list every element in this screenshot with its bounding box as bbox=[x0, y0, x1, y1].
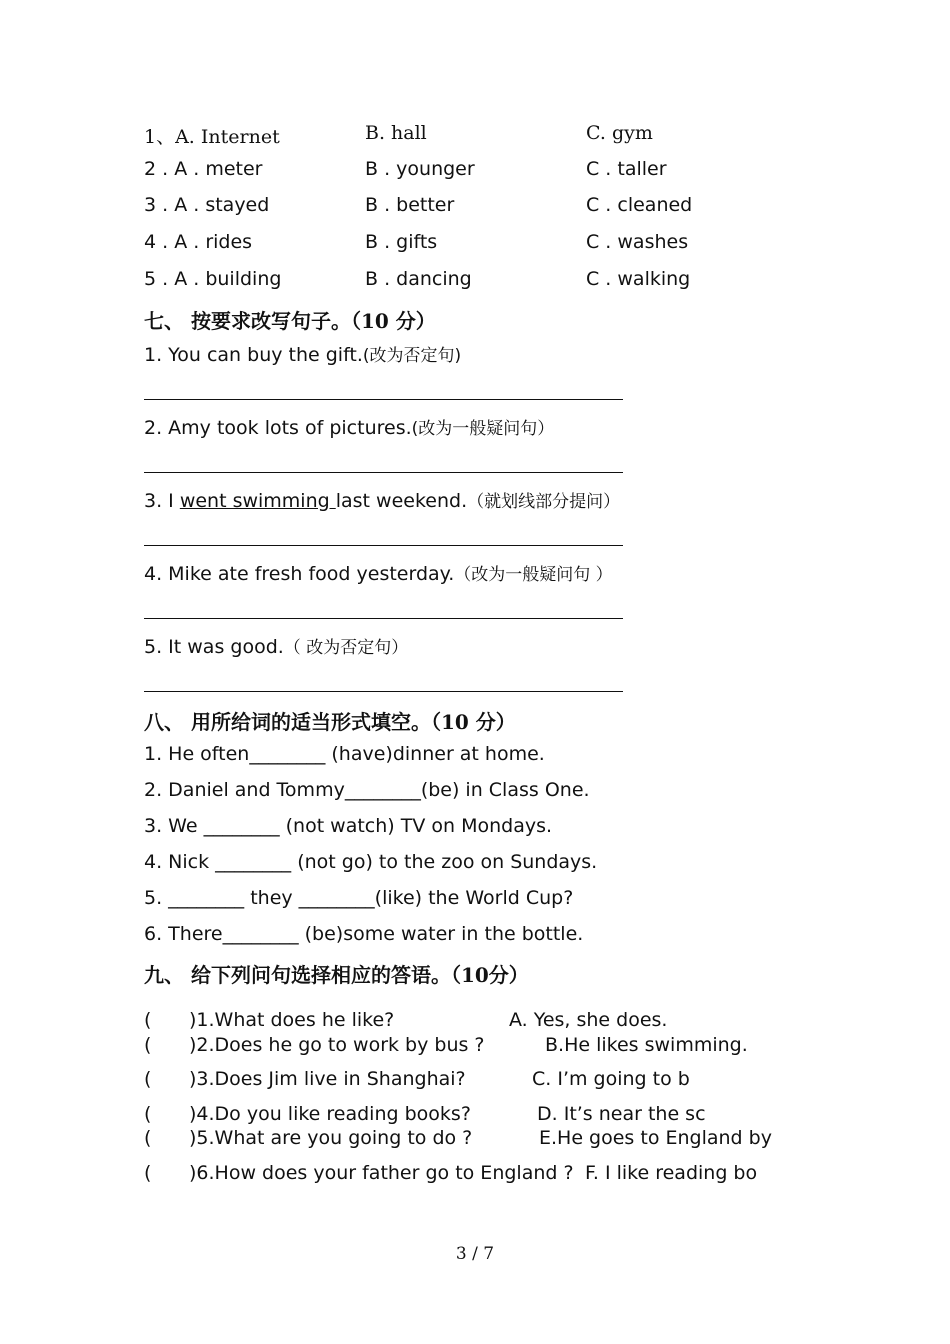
section8-title: 八、 用所给词的适当形式填空。（10 分） bbox=[144, 710, 516, 734]
section8-item-3: 3. We ________ (not watch) TV on Mondays. bbox=[144, 815, 553, 837]
answer-line-5[interactable] bbox=[144, 691, 623, 692]
answer-option: B.He likes swimming. bbox=[545, 1034, 748, 1056]
item-text-pre: 3. I bbox=[144, 490, 180, 512]
question-text: )1.What does he like? bbox=[189, 1009, 395, 1031]
question-text: )4.Do you like reading books? bbox=[189, 1103, 471, 1125]
answer-paren[interactable]: ( bbox=[144, 1009, 152, 1031]
question-text: )2.Does he go to work by bus ? bbox=[189, 1034, 485, 1056]
option-2b: B . younger bbox=[365, 158, 475, 180]
option-3b: B . better bbox=[365, 194, 455, 216]
answer-line-3[interactable] bbox=[144, 545, 623, 546]
section8-item-1: 1. He often________ (have)dinner at home. bbox=[144, 743, 545, 765]
option-3a: 3 . A . stayed bbox=[144, 194, 270, 216]
option-4c: C . washes bbox=[586, 231, 689, 253]
item-instruction: （改为一般疑问句 ） bbox=[454, 565, 613, 585]
item-text: 5. It was good. bbox=[144, 636, 284, 658]
item-instruction: (改为否定句) bbox=[362, 346, 462, 366]
section8-item-6: 6. There________ (be)some water in the bottle. bbox=[144, 923, 584, 945]
section8-item-5: 5. ________ they ________(like) the World Cup? bbox=[144, 887, 574, 909]
section7-item-2 bbox=[144, 414, 554, 439]
item-instruction: （ 改为否定句） bbox=[283, 638, 409, 658]
section7-item-1 bbox=[144, 341, 461, 366]
option-4b: B . gifts bbox=[365, 231, 438, 253]
option-5c: C . walking bbox=[586, 268, 691, 290]
answer-option: A. Yes, she does. bbox=[509, 1009, 668, 1031]
option-2c: C . taller bbox=[586, 158, 667, 180]
answer-option: C. I’m going to b bbox=[532, 1068, 690, 1090]
item-text: 1. You can buy the gift. bbox=[144, 344, 363, 366]
item-instruction: (改为一般疑问句） bbox=[411, 419, 555, 439]
page-number: 3 / 7 bbox=[455, 1244, 495, 1264]
section8-item-2: 2. Daniel and Tommy________(be) in Class One. bbox=[144, 779, 590, 801]
option-3c: C . cleaned bbox=[586, 194, 693, 216]
option-1b: B. hall bbox=[365, 122, 427, 144]
question-text: )3.Does Jim live in Shanghai? bbox=[189, 1068, 466, 1090]
section9-title: 九、 给下列问句选择相应的答语。（10分） bbox=[144, 963, 529, 987]
answer-paren[interactable]: ( bbox=[144, 1162, 152, 1184]
answer-line-4[interactable] bbox=[144, 618, 623, 619]
option-5a: 5 . A . building bbox=[144, 268, 282, 290]
item-text-post: last weekend. bbox=[335, 490, 468, 512]
section7-item-5 bbox=[144, 633, 408, 658]
option-1c: C. gym bbox=[586, 122, 653, 144]
section7-item-4 bbox=[144, 560, 613, 585]
answer-paren[interactable]: ( bbox=[144, 1127, 152, 1149]
section7-item-3 bbox=[144, 487, 620, 512]
answer-paren[interactable]: ( bbox=[144, 1034, 152, 1056]
section7-title: 七、 按要求改写句子。（10 分） bbox=[144, 309, 436, 333]
option-5b: B . dancing bbox=[365, 268, 472, 290]
option-1a: 1、A. Internet bbox=[144, 126, 280, 148]
answer-paren[interactable]: ( bbox=[144, 1103, 152, 1125]
answer-line-2[interactable] bbox=[144, 472, 623, 473]
answer-option: E.He goes to England by bbox=[539, 1127, 772, 1149]
item-text: 2. Amy took lots of pictures. bbox=[144, 417, 412, 439]
option-2a: 2 . A . meter bbox=[144, 158, 263, 180]
answer-option: D. It’s near the sc bbox=[537, 1103, 706, 1125]
item-instruction: （就划线部分提问） bbox=[467, 492, 621, 512]
answer-paren[interactable]: ( bbox=[144, 1068, 152, 1090]
section8-item-4: 4. Nick ________ (not go) to the zoo on Sundays. bbox=[144, 851, 598, 873]
underlined-phrase: went swimming bbox=[179, 490, 336, 512]
answer-option: F. I like reading bo bbox=[585, 1162, 758, 1184]
item-text: 4. Mike ate fresh food yesterday. bbox=[144, 563, 455, 585]
option-4a: 4 . A . rides bbox=[144, 231, 253, 253]
question-text: )6.How does your father go to England ? bbox=[189, 1162, 574, 1184]
question-text: )5.What are you going to do ? bbox=[189, 1127, 473, 1149]
answer-line-1[interactable] bbox=[144, 399, 623, 400]
